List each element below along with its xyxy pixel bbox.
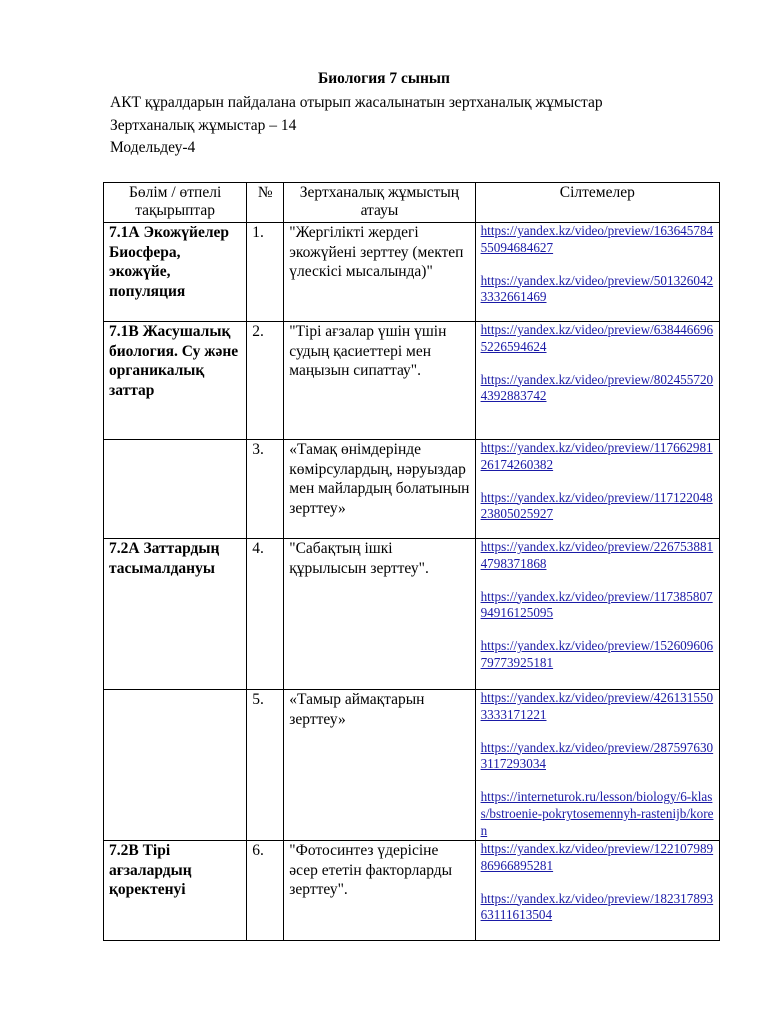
table-row <box>104 690 720 841</box>
number-cell: 3. <box>247 440 284 539</box>
video-link[interactable]: https://yandex.kz/video/preview/12210798986966895281 <box>480 841 714 873</box>
section-cell <box>104 690 247 841</box>
section-cell: 7.1В Жасушалық биология. Су және органикалық заттар <box>104 322 247 440</box>
links-cell <box>475 690 719 841</box>
lab-name-cell: «Тамыр аймақтарын зерттеу» <box>284 690 475 841</box>
video-link[interactable]: https://yandex.kz/video/preview/5013260423332661469 <box>480 272 714 305</box>
table-header-row <box>104 183 720 223</box>
video-link[interactable]: https://yandex.kz/video/preview/6384466965226594624 <box>480 322 714 354</box>
video-link[interactable]: https://yandex.kz/video/preview/2267538814798371868 <box>480 539 714 571</box>
lab-works-count: Зертханалық жұмыстар – 14 <box>110 117 297 134</box>
section-cell: 7.2В Тірі ағзалардың қоректенуі <box>104 841 247 941</box>
table-row <box>104 223 720 322</box>
table-row <box>104 539 720 690</box>
column-header-number: № <box>247 183 284 223</box>
video-link[interactable]: https://yandex.kz/video/preview/11766298126174260382 <box>480 440 713 472</box>
lab-works-table <box>103 182 720 941</box>
section-cell <box>104 440 247 539</box>
document-subtitle: АКТ құралдарын пайдалана отырып жасалынатын зертханалық жұмыстар <box>110 94 603 111</box>
links-cell <box>475 841 719 941</box>
number-cell: 1. <box>247 223 284 322</box>
video-link[interactable]: https://yandex.kz/video/preview/11712204823805025927 <box>480 489 713 522</box>
links-cell <box>475 322 719 440</box>
document-title: Биология 7 сынып <box>318 70 450 87</box>
number-cell: 2. <box>247 322 284 440</box>
video-link[interactable]: https://yandex.kz/video/preview/16364578455094684627 <box>480 223 714 255</box>
video-link[interactable]: https://yandex.kz/video/preview/8024557204392883742 <box>480 371 714 404</box>
video-link[interactable]: https://yandex.kz/video/preview/15260960679773925181 <box>480 638 714 670</box>
video-link[interactable]: https://yandex.kz/video/preview/4261315503333171221 <box>480 690 714 722</box>
lab-name-cell: "Тірі ағзалар үшін үшін судың қасиеттері мен маңызын сипаттау". <box>284 322 475 440</box>
section-cell: 7.2А Заттардың тасымалдануы <box>104 539 247 690</box>
column-header-section: Бөлім / өтпелі тақырыптар <box>104 183 247 223</box>
column-header-name: Зертханалық жұмыстың атауы <box>284 183 475 223</box>
number-cell: 4. <box>247 539 284 690</box>
links-cell <box>475 223 719 322</box>
links-cell <box>475 539 719 690</box>
column-header-links: Сілтемелер <box>475 183 719 223</box>
table-row <box>104 440 720 539</box>
video-link[interactable]: https://yandex.kz/video/preview/11738580794916125095 <box>480 588 713 621</box>
table-row <box>104 841 720 941</box>
lab-name-cell: «Тамақ өнімдерінде көмірсулардың, нәруыздар мен майлардың болатынын зерттеу» <box>284 440 475 539</box>
lesson-link[interactable]: https://interneturok.ru/lesson/biology/6-klass/bstroenie-pokrytosemennyh-rastenijb/koren <box>480 789 714 838</box>
number-cell: 6. <box>247 841 284 941</box>
modeling-count: Модельдеу-4 <box>110 139 196 156</box>
section-cell: 7.1А Экожүйелер Биосфера, экожүйе, популяция <box>104 223 247 322</box>
lab-name-cell: "Фотосинтез үдерісіне әсер ететін факторларды зерттеу". <box>284 841 475 941</box>
lab-name-cell: "Жергілікті жердегі экожүйені зерттеу (мектеп үлескісі мысалында)" <box>284 223 475 322</box>
number-cell: 5. <box>247 690 284 841</box>
video-link[interactable]: https://yandex.kz/video/preview/2875976303117293034 <box>480 739 714 772</box>
table-row <box>104 322 720 440</box>
video-link[interactable]: https://yandex.kz/video/preview/18231789363111613504 <box>480 890 714 923</box>
lab-name-cell: "Сабақтың ішкі құрылысын зерттеу". <box>284 539 475 690</box>
links-cell <box>475 440 719 539</box>
